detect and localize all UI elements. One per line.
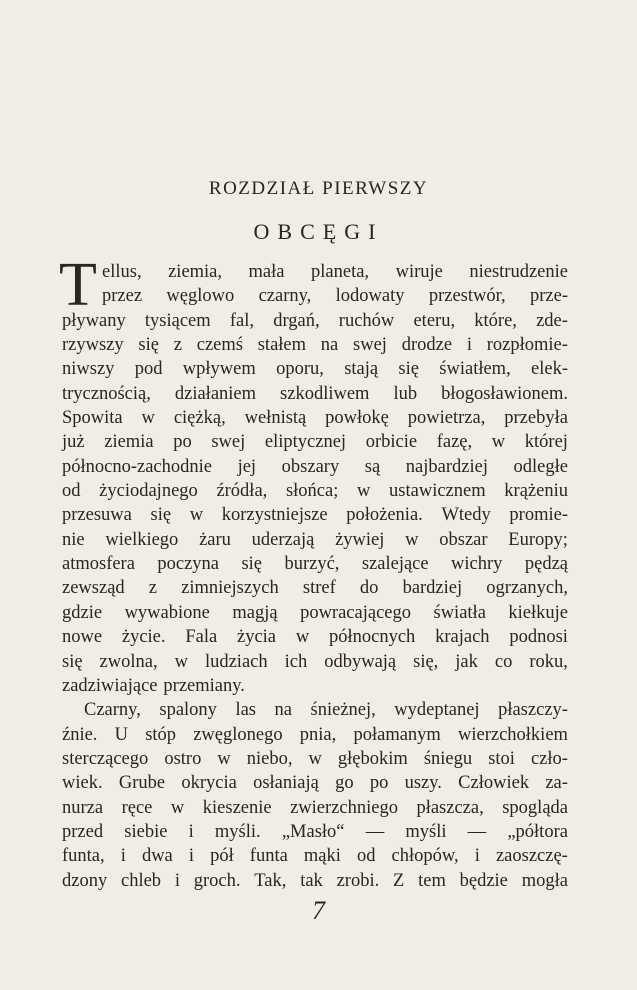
text-line: zewsząd z zimniejszych stref do bardziej ogrzanych, xyxy=(62,578,568,599)
body-text xyxy=(59,251,568,893)
text-line: przesuwa się w korzystniejsze położenia. Wtedy promie- xyxy=(62,505,568,526)
text-line: północno-zachodnie jej obszary są najbardziej odległe xyxy=(62,456,568,477)
text-line: źnie. U stóp zwęglonego pnia, połamanym wierzchołkiem xyxy=(62,724,568,745)
chapter-heading: ROZDZIAŁ PIERWSZY xyxy=(208,178,429,199)
text-line: przed siebie i myśli. „Masło“ — myśli — „półtora xyxy=(62,821,568,842)
text-line: już ziemia po swej eliptycznej orbicie fazę, w której xyxy=(62,432,568,453)
text-line: się zwolna, w ludziach ich odbywają się, jak co roku, xyxy=(62,651,568,672)
text-line: gdzie wywabione magją powracającego światła kiełkuje xyxy=(62,602,568,623)
text-line: atmosfera poczyna się burzyć, szalejące wichry pędzą xyxy=(62,554,568,575)
text-line: niwszy pod wpływem oporu, stają się światłem, elek- xyxy=(62,359,568,380)
text-line: funta, i dwa i pół funta mąki od chłopów, i zaoszczę- xyxy=(62,846,568,867)
text-line: Czarny, spalony las na śnieżnej, wydeptanej płaszczy- xyxy=(84,700,568,721)
text-line: trycznością, działaniem szkodliwem lub błogosławionem. xyxy=(62,383,568,404)
text-line: nurza ręce w kieszenie zwierzchniego płaszcza, spogląda xyxy=(62,797,568,818)
text-line: dzony chleb i groch. Tak, tak zrobi. Z tem będzie mogła xyxy=(62,870,568,891)
text-line: rzywszy się z czemś stałem na swej drodze i rozpłomie- xyxy=(62,335,568,356)
text-line: pływany tysiącem fal, drgań, ruchów eteru, które, zde- xyxy=(62,310,568,331)
text-line: nie wielkiego żaru uderzają żywiej w obszar Europy; xyxy=(62,529,568,550)
text-line: wiek. Grube okrycia osłaniają go po uszy. Człowiek za- xyxy=(62,773,568,794)
text-line: nowe życie. Fala życia w północnych krajach podnosi xyxy=(62,627,568,648)
text-line: Spowita w ciężką, wełnistą powłokę powietrza, przebyła xyxy=(62,408,568,429)
text-line: przez węglowo czarny, lodowaty przestwór, prze- xyxy=(102,286,568,307)
chapter-title: OBCĘGI xyxy=(253,219,384,244)
text-line: od życiodajnego źródła, słońca; w ustawicznem krążeniu xyxy=(62,481,568,502)
text-line: sterczącego ostro w niebo, w głębokim śniegu stoi czło- xyxy=(62,748,568,769)
text-line: zadziwiające przemiany. xyxy=(62,675,245,696)
drop-cap: T xyxy=(59,251,97,319)
page-number: 7 xyxy=(312,896,325,925)
text-line: ellus, ziemia, mała planeta, wiruje niestrudzenie xyxy=(102,262,568,282)
